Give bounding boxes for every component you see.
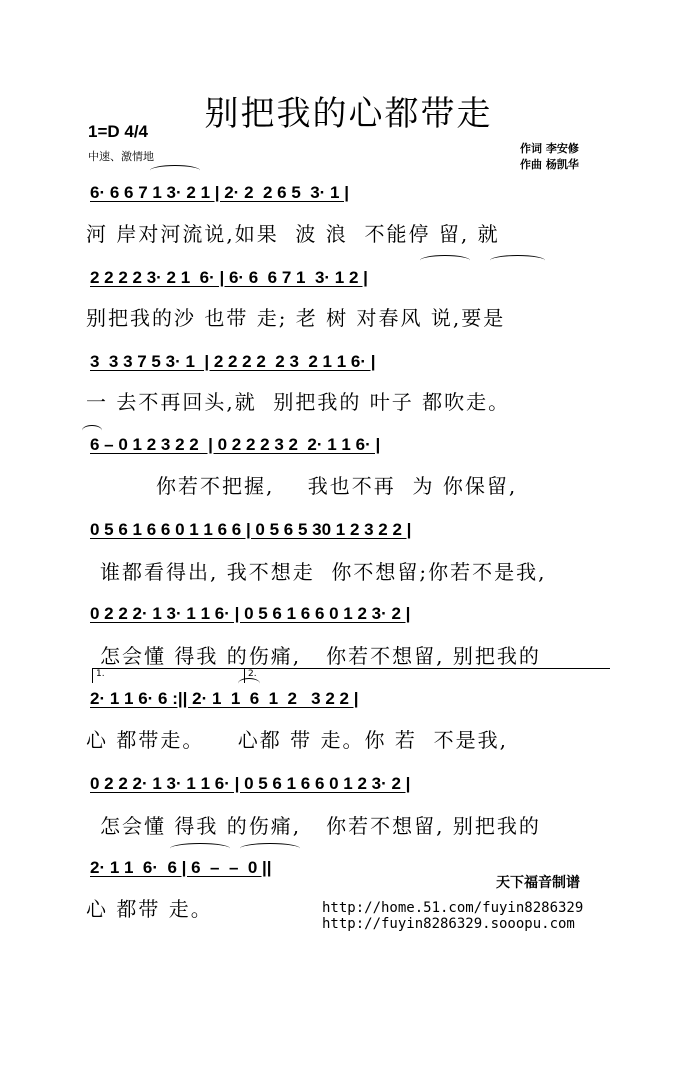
composer-credit: 作曲 杨凯华 <box>520 158 579 171</box>
tempo-marking: 中速、激情地 <box>88 150 154 163</box>
lyricist-credit: 作词 李安修 <box>520 142 579 155</box>
lyric-line: 心 都带 走。 <box>86 897 213 921</box>
slur-mark <box>150 165 200 176</box>
slur-mark <box>490 255 545 266</box>
key-signature: 1=D 4/4 <box>88 122 149 141</box>
notation-row: 2· 1 1 6· 6 | 6 – – 0 || <box>90 858 272 877</box>
lyric-line: 别把我的沙 也带 走; 老 树 对春风 说,要是 <box>86 306 506 330</box>
publisher-brand: 天下福音制谱 <box>496 875 580 891</box>
lyric-line: 河 岸对河流说,如果 波 浪 不能停 留, 就 <box>86 222 500 246</box>
lyric-line: 一 去不再回头,就 别把我的 叶子 都吹走。 <box>86 390 511 414</box>
lyric-line: 怎会懂 得我 的伤痛, 你若不想留, 别把我的 <box>100 644 541 668</box>
lyric-line: 你若不把握, 我也不再 为 你保留, <box>156 474 518 498</box>
notation-row: 2 2 2 2 3· 2 1 6· | 6· 6 6 7 1 3· 1 2 | <box>90 268 368 287</box>
notation-row: 0 2 2 2· 1 3· 1 1 6· | 0 5 6 1 6 6 0 1 2 3· 2 | <box>90 604 411 623</box>
notation-row: 0 5 6 1 6 6 0 1 1 6 6 | 0 5 6 5 30 1 2 3 2 2 | <box>90 520 412 539</box>
lyric-line: 心 都带走。 心都 带 走。你 若 不是我, <box>86 728 508 752</box>
lyric-line: 怎会懂 得我 的伤痛, 你若不想留, 别把我的 <box>100 814 541 838</box>
notation-row: 2· 1 1 6· 6 :|| 2· 1 1 6 1 2 3 2 2 | <box>90 689 359 708</box>
website-url-1: http://home.51.com/fuyin8286329 <box>322 900 584 916</box>
volta-second: 2. <box>244 668 610 683</box>
notation-row: 0 2 2 2· 1 3· 1 1 6· | 0 5 6 1 6 6 0 1 2 3· 2 | <box>90 774 411 793</box>
slur-mark <box>82 425 102 436</box>
volta-first: 1. <box>92 668 246 683</box>
notation-row: 3 3 3 7 5 3· 1 | 2 2 2 2 2 3 2 1 1 6· | <box>90 352 376 371</box>
notation-row: 6· 6 6 7 1 3· 2 1 | 2· 2 2 6 5 3· 1 | <box>90 183 349 202</box>
notation-row: 6 – 0 1 2 3 2 2 | 0 2 2 2 3 2 2· 1 1 6· | <box>90 435 381 454</box>
song-title: 别把我的心都带走 <box>204 94 493 134</box>
lyric-line: 谁都看得出, 我不想走 你不想留;你若不是我, <box>100 560 547 584</box>
slur-mark <box>170 843 230 854</box>
website-url-2: http://fuyin8286329.sooopu.com <box>322 916 575 932</box>
slur-mark <box>420 255 470 266</box>
slur-mark <box>240 843 300 854</box>
